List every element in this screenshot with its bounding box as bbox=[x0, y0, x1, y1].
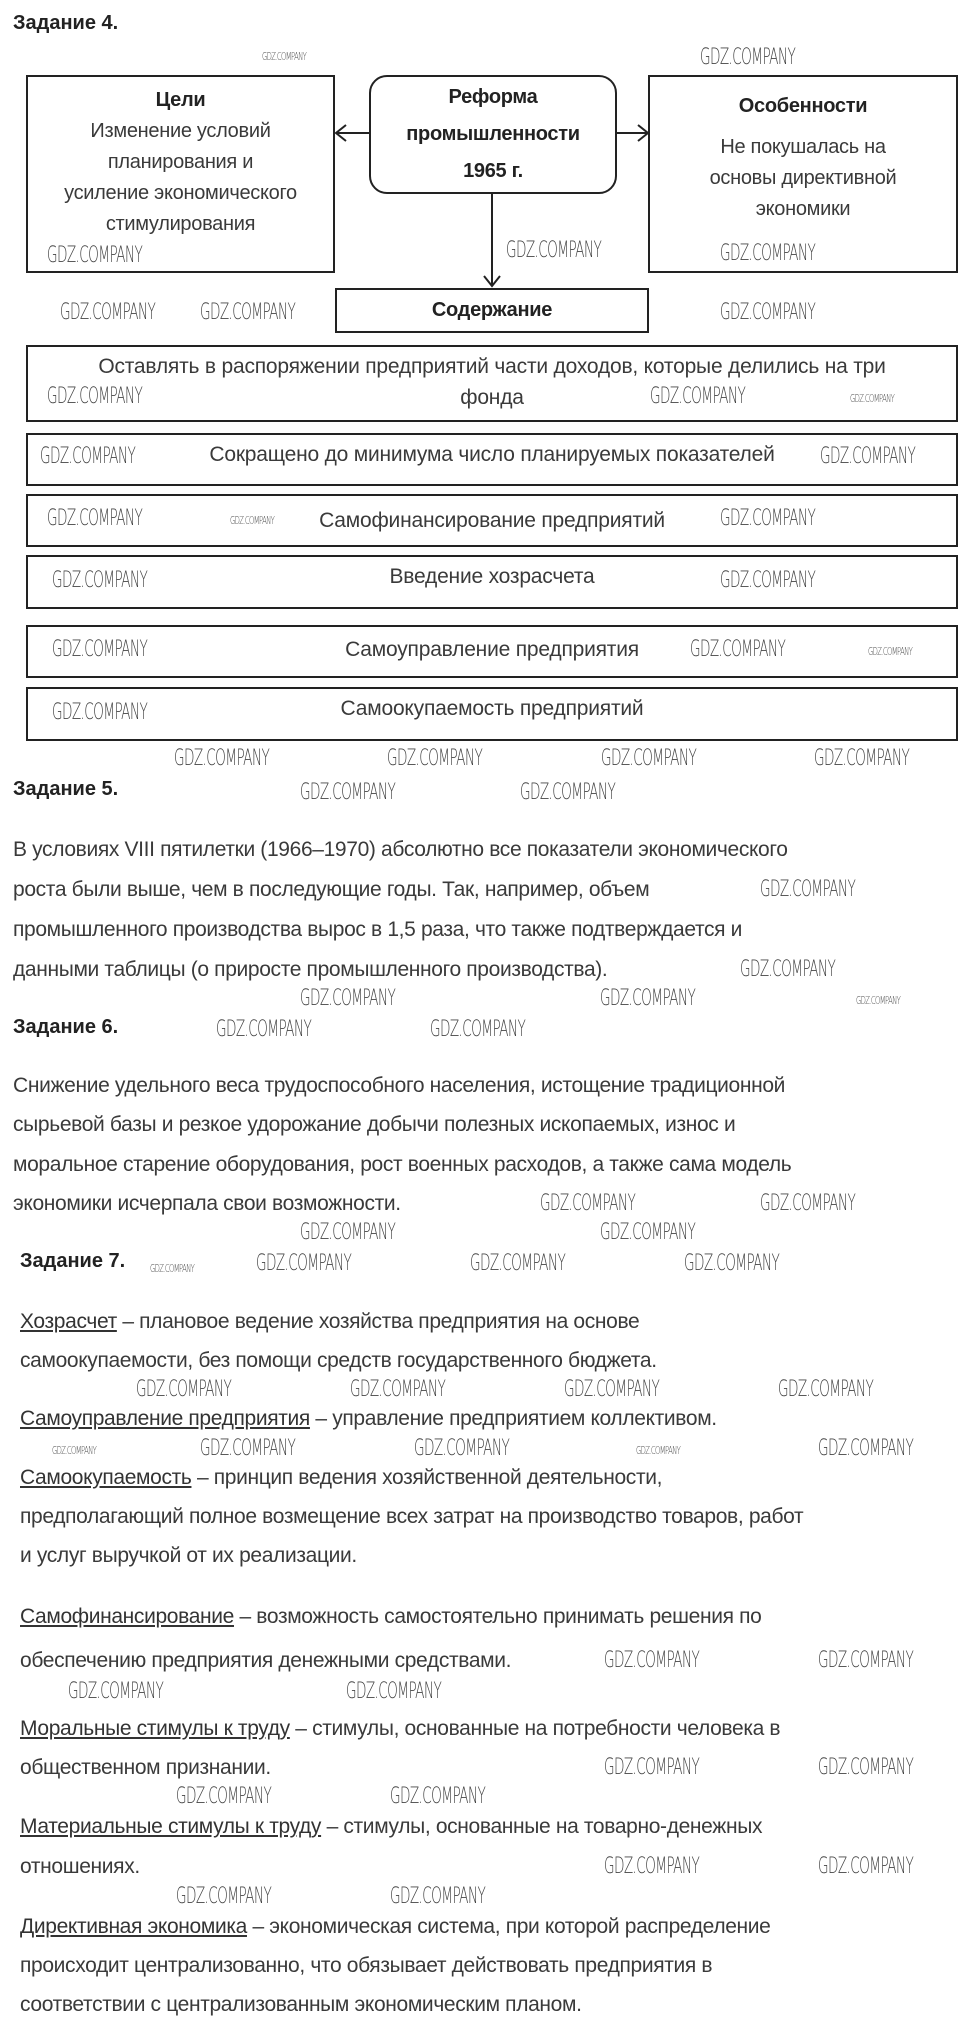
content-row bbox=[26, 433, 958, 486]
task7-heading: Задание 7. bbox=[20, 1250, 126, 1272]
task5-line: данными таблицы (о приросте промышленного производства). bbox=[13, 958, 608, 981]
watermark: GDZ.COMPANY bbox=[176, 1884, 272, 1909]
features-text-1: Не покушалась на bbox=[720, 136, 886, 158]
watermark: GDZ.COMPANY bbox=[818, 1854, 914, 1879]
definition-text: самоокупаемости, без помощи средств государственного бюджета. bbox=[20, 1349, 657, 1372]
watermark: GDZ.COMPANY bbox=[604, 1854, 700, 1879]
content-row-text: Сокращено до минимума число планируемых показателей bbox=[209, 443, 775, 466]
watermark: GDZ.COMPANY bbox=[200, 1436, 296, 1461]
content-row bbox=[26, 494, 958, 547]
watermark: GDZ.COMPANY bbox=[856, 994, 901, 1007]
watermark: GDZ.COMPANY bbox=[262, 50, 307, 63]
definition-text: происходит централизованно, что обязывает действовать предприятия в bbox=[20, 1954, 713, 1977]
watermark: GDZ.COMPANY bbox=[684, 1251, 780, 1276]
definition-line bbox=[20, 1815, 762, 1839]
definition-text: – экономическая система, при которой распределение bbox=[246, 1915, 771, 1938]
watermark: GDZ.COMPANY bbox=[350, 1377, 446, 1402]
content-row bbox=[26, 555, 958, 609]
task4-heading: Задание 4. bbox=[13, 12, 119, 34]
task6-heading: Задание 6. bbox=[13, 1016, 119, 1038]
watermark: GDZ.COMPANY bbox=[300, 780, 396, 805]
task5-line: промышленного производства вырос в 1,5 раза, что также подтверждается и bbox=[13, 918, 743, 941]
definition-text: – плановое ведение хозяйства предприятия на основе bbox=[116, 1310, 640, 1333]
watermark: GDZ.COMPANY bbox=[720, 568, 816, 593]
watermark: GDZ.COMPANY bbox=[390, 1784, 486, 1809]
watermark: GDZ.COMPANY bbox=[818, 1436, 914, 1461]
definition-line bbox=[20, 1310, 639, 1334]
definition-text: – принцип ведения хозяйственной деятельности, bbox=[191, 1466, 663, 1489]
watermark: GDZ.COMPANY bbox=[200, 300, 296, 325]
definition-line bbox=[20, 1605, 761, 1629]
task5-line: роста были выше, чем в последующие годы. Так, например, объем bbox=[13, 878, 650, 901]
watermark: GDZ.COMPANY bbox=[740, 957, 836, 982]
watermark: GDZ.COMPANY bbox=[52, 700, 148, 725]
watermark: GDZ.COMPANY bbox=[850, 392, 895, 405]
watermark: GDZ.COMPANY bbox=[720, 241, 816, 266]
watermark: GDZ.COMPANY bbox=[540, 1191, 636, 1216]
watermark: GDZ.COMPANY bbox=[136, 1377, 232, 1402]
term: Материальные стимулы к труду bbox=[20, 1815, 322, 1838]
definition-text: и услуг выручкой от их реализации. bbox=[20, 1544, 357, 1567]
watermark: GDZ.COMPANY bbox=[600, 1220, 696, 1245]
definition-text: отношениях. bbox=[20, 1855, 140, 1878]
watermark: GDZ.COMPANY bbox=[150, 1262, 195, 1275]
task5-line: В условиях VIII пятилетки (1966–1970) абсолютно все показатели экономического bbox=[13, 838, 788, 861]
term: Самофинансирование bbox=[20, 1605, 234, 1628]
watermark: GDZ.COMPANY bbox=[390, 1884, 486, 1909]
watermark: GDZ.COMPANY bbox=[820, 444, 916, 469]
watermark: GDZ.COMPANY bbox=[868, 645, 913, 658]
definition-text: – возможность самостоятельно принимать решения по bbox=[233, 1605, 762, 1628]
definition-text: – стимулы, основанные на товарно-денежных bbox=[321, 1815, 763, 1838]
content-row-text: Самоокупаемость предприятий bbox=[340, 697, 644, 720]
reform-box bbox=[369, 75, 617, 194]
watermark: GDZ.COMPANY bbox=[52, 1444, 97, 1457]
watermark: GDZ.COMPANY bbox=[720, 300, 816, 325]
watermark: GDZ.COMPANY bbox=[68, 1679, 164, 1704]
watermark: GDZ.COMPANY bbox=[564, 1377, 660, 1402]
watermark: GDZ.COMPANY bbox=[47, 506, 143, 531]
term: Моральные стимулы к труду bbox=[20, 1717, 290, 1740]
watermark: GDZ.COMPANY bbox=[176, 1784, 272, 1809]
watermark: GDZ.COMPANY bbox=[604, 1648, 700, 1673]
watermark: GDZ.COMPANY bbox=[174, 746, 270, 771]
watermark: GDZ.COMPANY bbox=[818, 1755, 914, 1780]
content-row-text: фонда bbox=[460, 386, 524, 409]
watermark: GDZ.COMPANY bbox=[650, 384, 746, 409]
watermark: GDZ.COMPANY bbox=[47, 243, 143, 268]
content-title: Содержание bbox=[431, 299, 553, 321]
watermark: GDZ.COMPANY bbox=[230, 514, 275, 527]
definition-text: – управление предприятием коллективом. bbox=[309, 1407, 717, 1430]
definition-text: общественном признании. bbox=[20, 1756, 271, 1779]
watermark: GDZ.COMPANY bbox=[52, 637, 148, 662]
watermark: GDZ.COMPANY bbox=[700, 45, 796, 70]
watermark: GDZ.COMPANY bbox=[216, 1017, 312, 1042]
watermark: GDZ.COMPANY bbox=[346, 1679, 442, 1704]
term: Директивная экономика bbox=[20, 1915, 247, 1938]
goals-text-3: усиление экономического bbox=[64, 182, 297, 204]
watermark: GDZ.COMPANY bbox=[506, 238, 602, 263]
watermark: GDZ.COMPANY bbox=[690, 637, 786, 662]
content-row bbox=[26, 625, 958, 678]
content-row-text: Оставлять в распоряжении предприятий части доходов, которые делились на три bbox=[98, 355, 886, 378]
watermark: GDZ.COMPANY bbox=[300, 986, 396, 1011]
watermark: GDZ.COMPANY bbox=[387, 746, 483, 771]
definition-line bbox=[20, 1466, 662, 1490]
definition-text: – стимулы, основанные на потребности человека в bbox=[289, 1717, 781, 1740]
watermark: GDZ.COMPANY bbox=[520, 780, 616, 805]
watermark: GDZ.COMPANY bbox=[636, 1444, 681, 1457]
watermark: GDZ.COMPANY bbox=[47, 384, 143, 409]
content-row bbox=[26, 687, 958, 741]
definition-line bbox=[20, 1407, 717, 1431]
watermark: GDZ.COMPANY bbox=[430, 1017, 526, 1042]
definition-text: предполагающий полное возмещение всех затрат на производство товаров, работ bbox=[20, 1505, 804, 1528]
features-text-3: экономики bbox=[755, 198, 851, 220]
watermark: GDZ.COMPANY bbox=[40, 444, 136, 469]
content-row-text: Введение хозрасчета bbox=[389, 565, 595, 588]
watermark: GDZ.COMPANY bbox=[60, 300, 156, 325]
features-text-2: основы директивной bbox=[709, 167, 897, 189]
definition-line bbox=[20, 1915, 771, 1939]
term: Самоокупаемость bbox=[20, 1466, 192, 1489]
content-title-box bbox=[335, 288, 649, 333]
goals-text-1: Изменение условий bbox=[90, 120, 271, 142]
watermark: GDZ.COMPANY bbox=[300, 1220, 396, 1245]
watermark: GDZ.COMPANY bbox=[814, 746, 910, 771]
goals-text-4: стимулирования bbox=[105, 213, 256, 235]
goals-text-2: планирования и bbox=[107, 151, 254, 173]
watermark: GDZ.COMPANY bbox=[760, 1191, 856, 1216]
features-title: Особенности bbox=[738, 95, 868, 117]
watermark: GDZ.COMPANY bbox=[414, 1436, 510, 1461]
content-row-text: Самофинансирование предприятий bbox=[319, 509, 665, 532]
features-box bbox=[648, 75, 958, 273]
watermark: GDZ.COMPANY bbox=[778, 1377, 874, 1402]
watermark: GDZ.COMPANY bbox=[818, 1648, 914, 1673]
content-row bbox=[26, 345, 958, 422]
definition-text: соответствии с централизованным экономическим планом. bbox=[20, 1993, 582, 2016]
watermark: GDZ.COMPANY bbox=[470, 1251, 566, 1276]
goals-title: Цели bbox=[155, 89, 206, 111]
watermark: GDZ.COMPANY bbox=[604, 1755, 700, 1780]
definition-line bbox=[20, 1717, 780, 1741]
definition-text: обеспечению предприятия денежными средствами. bbox=[20, 1649, 512, 1672]
goals-box bbox=[26, 75, 335, 273]
watermark: GDZ.COMPANY bbox=[600, 986, 696, 1011]
reform-text-1: Реформа bbox=[448, 86, 538, 108]
term: Хозрасчет bbox=[20, 1310, 117, 1333]
task6-line: моральное старение оборудования, рост военных расходов, а также сама модель bbox=[13, 1153, 792, 1176]
content-row-text: Самоуправление предприятия bbox=[345, 638, 639, 661]
term: Самоуправление предприятия bbox=[20, 1407, 310, 1430]
watermark: GDZ.COMPANY bbox=[760, 877, 856, 902]
task6-line: сырьевой базы и резкое удорожание добычи полезных ископаемых, износ и bbox=[13, 1113, 736, 1136]
task5-heading: Задание 5. bbox=[13, 778, 119, 800]
watermark: GDZ.COMPANY bbox=[52, 568, 148, 593]
task6-line: Снижение удельного веса трудоспособного населения, истощение традиционной bbox=[13, 1074, 786, 1097]
task6-line: экономики исчерпала свои возможности. bbox=[13, 1192, 401, 1215]
watermark: GDZ.COMPANY bbox=[720, 506, 816, 531]
reform-text-3: 1965 г. bbox=[463, 160, 523, 182]
reform-text-2: промышленности bbox=[406, 123, 580, 145]
watermark: GDZ.COMPANY bbox=[256, 1251, 352, 1276]
watermark: GDZ.COMPANY bbox=[601, 746, 697, 771]
